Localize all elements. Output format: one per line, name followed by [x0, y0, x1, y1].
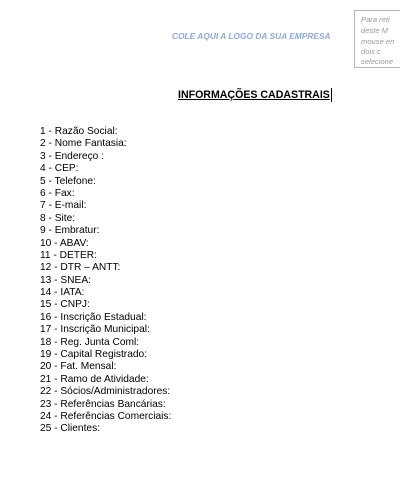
field-inscricao-municipal[interactable]: 17 - Inscrição Municipal:: [40, 324, 150, 336]
field-email[interactable]: 7 - E-mail:: [40, 200, 87, 212]
field-capital-registrado[interactable]: 19 - Capital Registrado:: [40, 349, 148, 361]
field-socios-administradores[interactable]: 22 - Sócios/Administradores:: [40, 386, 171, 398]
logo-placeholder-text[interactable]: COLE AQUI A LOGO DA SUA EMPRESA: [172, 31, 331, 41]
field-iata[interactable]: 14 - IATA:: [40, 287, 85, 299]
field-referencias-comerciais[interactable]: 24 - Referências Comerciais:: [40, 410, 172, 422]
document-title[interactable]: INFORMAÇÕES CADASTRAIS: [178, 89, 330, 101]
instruction-line: Para reti: [361, 15, 390, 24]
instruction-line: mouse en: [361, 37, 395, 46]
field-fat-mensal[interactable]: 20 - Fat. Mensal:: [40, 361, 117, 373]
field-dtr-antt[interactable]: 12 - DTR – ANTT:: [40, 262, 121, 274]
instruction-text-box[interactable]: [354, 10, 400, 68]
field-inscricao-estadual[interactable]: 16 - Inscrição Estadual:: [40, 311, 147, 323]
field-site[interactable]: 8 - Site:: [40, 212, 76, 224]
registration-field-list: [40, 126, 171, 436]
field-nome-fantasia[interactable]: 2 - Nome Fantasia:: [40, 138, 127, 150]
field-razao-social[interactable]: 1 - Razão Social:: [40, 126, 118, 137]
instruction-line: deste M: [361, 26, 389, 35]
text-cursor: [331, 88, 332, 102]
instruction-line: selecione: [361, 57, 394, 66]
field-endereco[interactable]: 3 - Endereço :: [40, 150, 104, 162]
field-abav[interactable]: 10 - ABAV:: [40, 237, 89, 249]
field-telefone[interactable]: 5 - Telefone:: [40, 175, 96, 187]
field-ramo-de-atividade[interactable]: 21 - Ramo de Atividade:: [40, 373, 149, 385]
field-clientes[interactable]: 25 - Clientes:: [40, 423, 101, 435]
field-snea[interactable]: 13 - SNEA:: [40, 274, 91, 286]
field-reg-junta-coml[interactable]: 18 - Reg. Junta Coml:: [40, 336, 140, 348]
field-deter[interactable]: 11 - DETER:: [40, 249, 97, 261]
field-cep[interactable]: 4 - CEP:: [40, 163, 79, 175]
field-cnpj[interactable]: 15 - CNPJ:: [40, 299, 90, 311]
instruction-line: dois c: [361, 47, 381, 56]
field-fax[interactable]: 6 - Fax:: [40, 187, 75, 199]
field-referencias-bancarias[interactable]: 23 - Referências Bancárias:: [40, 398, 166, 410]
field-embratur[interactable]: 9 - Embratur:: [40, 225, 100, 237]
